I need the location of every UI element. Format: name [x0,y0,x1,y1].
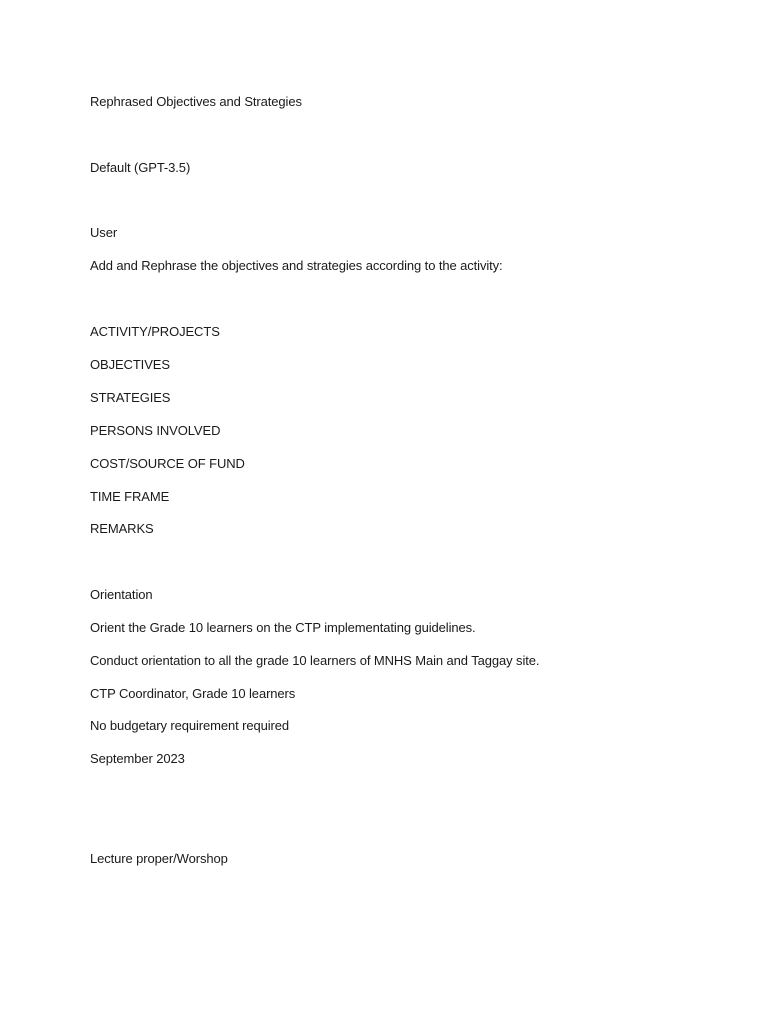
header-strategies: STRATEGIES [90,390,171,405]
role-label: User [90,225,118,240]
header-persons: PERSONS INVOLVED [90,423,221,438]
prompt-text: Add and Rephrase the objectives and strategies according to the activity: [90,258,503,273]
header-remarks: REMARKS [90,521,154,536]
entry-persons: CTP Coordinator, Grade 10 learners [90,686,296,701]
entry-cost: No budgetary requirement required [90,718,290,733]
header-activity: ACTIVITY/PROJECTS [90,324,220,339]
next-activity: Lecture proper/Worshop [90,851,228,866]
entry-activity: Orientation [90,587,153,602]
entry-strategy: Conduct orientation to all the grade 10 learners of MNHS Main and Taggay site. [90,653,540,668]
entry-objective: Orient the Grade 10 learners on the CTP implementating guidelines. [90,620,476,635]
model-label: Default (GPT-3.5) [90,160,191,175]
document-title: Rephrased Objectives and Strategies [90,94,302,109]
entry-time-frame: September 2023 [90,751,185,766]
header-cost: COST/SOURCE OF FUND [90,456,245,471]
header-time-frame: TIME FRAME [90,489,170,504]
header-objectives: OBJECTIVES [90,357,170,372]
